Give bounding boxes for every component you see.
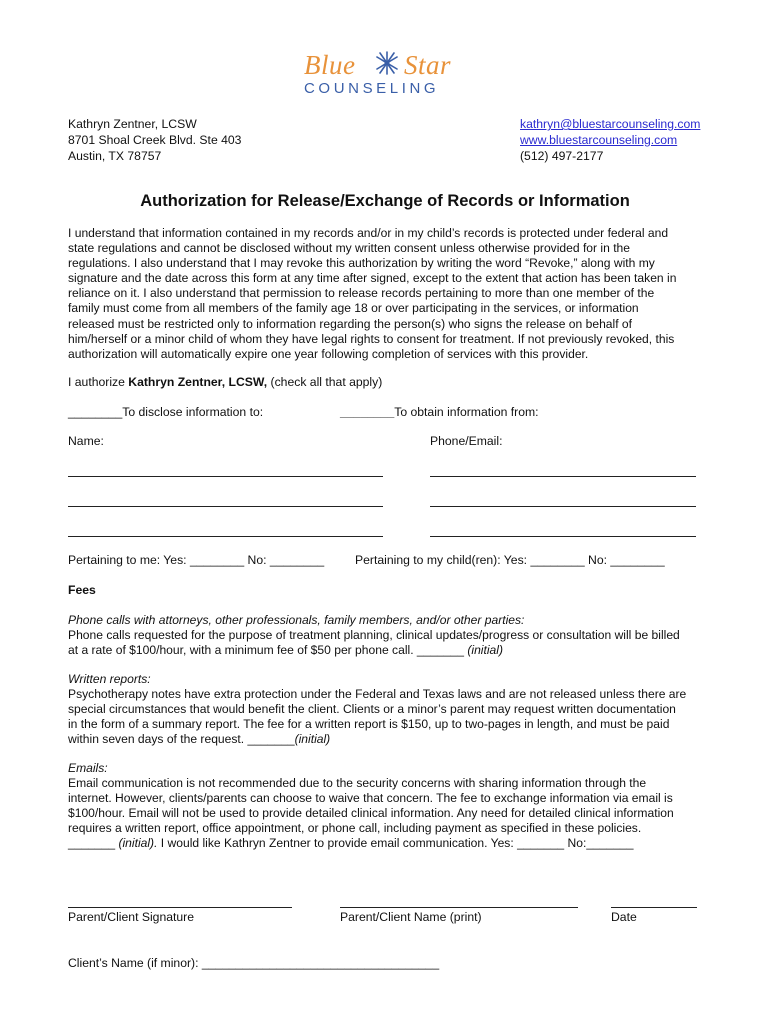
logo-subtitle: COUNSELING [304, 80, 440, 97]
provider-contact [520, 116, 700, 164]
emails-line: internet. However, clients/parents can choose to waive that concern. The fee to exchange information via email is [68, 791, 673, 806]
email-consent-text: I would like Kathryn Zentner to provide email communication. Yes: _______ No:_______ [157, 836, 634, 851]
emails-section [68, 761, 708, 852]
parent-signature-line[interactable] [68, 907, 292, 908]
written-reports-line: Psychotherapy notes have extra protection under the Federal and Texas laws and are not released unless there are [68, 687, 687, 702]
written-reports-line: in the form of a summary report. The fee for a written report is $150, up to two-pages in length, and must be paid [68, 717, 670, 732]
date-line[interactable] [611, 907, 697, 908]
written-reports-line: special circumstances that would benefit the client. Clients or a minor’s parent may request written documentation [68, 702, 676, 717]
emails-line: requires a written report, office appointment, or phone call, including payment as specified in these policies. [68, 821, 642, 836]
email-initial-label: (initial). [118, 836, 158, 851]
intro-line: family must come from all members of the family age 18 or over participating in the services, or information [68, 301, 639, 316]
parent-signature-label: Parent/Client Signature [68, 910, 195, 924]
phone-email-label: Phone/Email: [430, 434, 503, 448]
authorize-statement [68, 375, 382, 389]
parent-name-line[interactable] [340, 907, 578, 908]
emails-line: Email communication is not recommended due to the security concerns with sharing information through the [68, 776, 647, 791]
provider-street: 8701 Shoal Creek Blvd. Ste 403 [68, 133, 242, 147]
phone-calls-line[interactable] [68, 643, 708, 658]
emails-line[interactable] [68, 836, 708, 851]
obtain-checkbox-field[interactable] [340, 405, 539, 419]
name-line-3[interactable] [68, 536, 383, 537]
provider-city: Austin, TX 78757 [68, 149, 162, 163]
authorize-prefix: I authorize [68, 375, 129, 389]
intro-line: regulations. I also understand that I may revoke this authorization by writing the word “Revoke,” along with my [68, 256, 655, 271]
intro-line: signature and the date across this form at any time after signed, except to the extent that action has been taken in [68, 271, 677, 286]
intro-line: reliance on it. I also understand that permission to release records pertaining to more than one member of the [68, 286, 655, 301]
name-label: Name: [68, 434, 104, 448]
phone-initial-label: (initial) [467, 643, 503, 658]
phone-number: (512) 497-2177 [520, 149, 604, 163]
email-link[interactable]: kathryn@bluestarcounseling.com [520, 117, 701, 131]
phone-calls-title: Phone calls with attorneys, other professionals, family members, and/or other parties: [68, 613, 525, 627]
intro-paragraph [68, 226, 708, 362]
written-reports-line[interactable] [68, 732, 708, 747]
parent-name-label: Parent/Client Name (print) [340, 910, 482, 924]
obtain-label: To obtain information from: [394, 405, 539, 419]
written-reports-text: within seven days of the request. _______ [68, 732, 295, 747]
intro-line: him/herself or a minor child of whom they have legal rights to consent for treatment. If not previously revoked, this [68, 331, 675, 346]
phone-calls-line: Phone calls requested for the purpose of treatment planning, clinical updates/progress or consultation will be billed [68, 628, 680, 643]
disclose-checkbox-field[interactable]: ________To disclose information to: [68, 405, 264, 419]
blue-star-logo [300, 44, 480, 104]
website-link[interactable]: www.bluestarcounseling.com [520, 133, 678, 147]
emails-title: Emails: [68, 761, 108, 775]
intro-line: I understand that information contained in my records and/or in my child’s records is protected under federal and [68, 226, 669, 240]
pertaining-to-me-field[interactable]: Pertaining to me: Yes: ________ No: ________ [68, 553, 325, 567]
intro-line: released must be restricted only to information regarding the person(s) who signs the release on behalf of [68, 316, 633, 331]
written-reports-section [68, 672, 708, 747]
email-initial-blank: _______ [68, 836, 119, 851]
obtain-blank: ________ [340, 405, 395, 419]
star-icon [374, 50, 400, 76]
phone-calls-section [68, 613, 708, 658]
name-line-1[interactable] [68, 476, 383, 477]
written-reports-title: Written reports: [68, 672, 151, 686]
phone-calls-text: at a rate of $100/hour, with a minimum fee of $50 per phone call. _______ [68, 643, 468, 658]
authorize-suffix: (check all that apply) [267, 375, 383, 389]
written-initial-label: (initial) [294, 732, 331, 747]
form-title: Authorization for Release/Exchange of Records or Information [140, 192, 630, 210]
name-line-2[interactable] [68, 506, 383, 507]
phone-email-line-2[interactable] [430, 506, 696, 507]
date-label: Date [611, 910, 637, 924]
fees-heading: Fees [68, 583, 96, 597]
provider-name: Kathryn Zentner, LCSW [68, 117, 197, 131]
client-name-field[interactable]: Client’s Name (if minor): ___________________________________ [68, 956, 440, 970]
provider-address [68, 116, 241, 164]
phone-email-line-1[interactable] [430, 476, 696, 477]
intro-line: authorization will automatically expire one year following completion of services with this provider. [68, 346, 589, 361]
pertaining-to-child-field[interactable]: Pertaining to my child(ren): Yes: ________ No: ________ [355, 553, 665, 567]
authorize-name: Kathryn Zentner, LCSW, [128, 375, 268, 389]
phone-email-line-3[interactable] [430, 536, 696, 537]
logo-word-star: Star [404, 50, 452, 80]
intro-line: state regulations and cannot be disclosed without my written consent unless otherwise provided for in the [68, 241, 631, 256]
logo-word-blue: Blue [304, 50, 356, 80]
emails-line: $100/hour. Email will not be used to provide detailed clinical information. Any need for detailed clinical information [68, 806, 674, 821]
